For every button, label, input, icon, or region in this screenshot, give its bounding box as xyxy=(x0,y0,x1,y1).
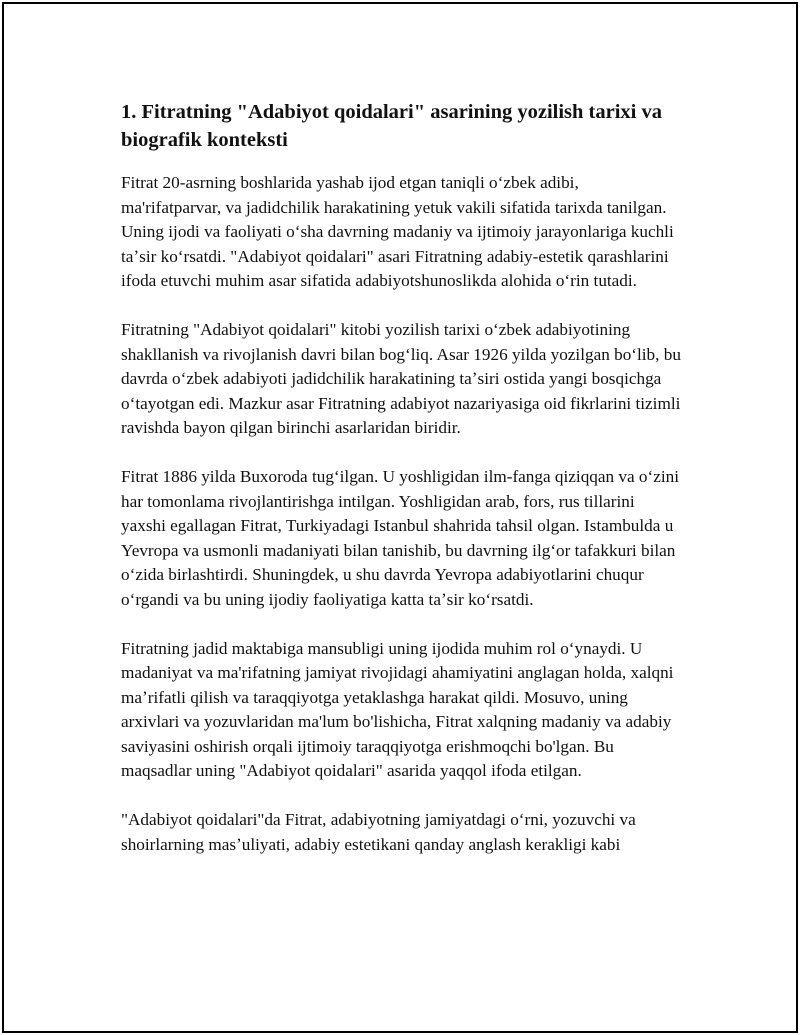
paragraph-biography: Fitrat 1886 yilda Buxoroda tugʻilgan. U yoshligidan ilm-fanga qiziqqan va oʻzini har tomonlama rivojlantirishga intilgan. Yoshligidan arab, fors, rus tillarini yaxshi egallagan Fitrat, Turkiyadagi Istanbul shahrida tahsil olgan. Istambulda u Yevropa va usmonli madaniyati bilan tanishib, bu davrning ilgʻor tafakkuri bilan oʻzida birlashtirdi. Shuningdek, u shu davrda Yevropa adabiyotlarini chuqur oʻrgandi va bu uning ijodiy faoliyatiga katta taʼsir koʻrsatdi. xyxy=(121,467,680,609)
paragraph-writing-history: Fitratning "Adabiyot qoidalari" kitobi yozilish tarixi oʻzbek adabiyotining shakllanish va rivojlanish davri bilan bogʻliq. Asar 1926 yilda yozilgan boʻlib, bu davrda oʻzbek adabiyoti jadidchilik harakatining taʼsiri ostida yangi bosqichga oʻtayotgan edi. Mazkur asar Fitratning adabiyot nazariyasiga oid fikrlarini tizimli ravishda bayon qilgan birinchi asarlaridan biridir. xyxy=(121,320,681,437)
paragraph-jadid-school: Fitratning jadid maktabiga mansubligi uning ijodida muhim rol oʻynaydi. U madaniyat va ma'rifatning jamiyat rivojidagi ahamiyatini anglagan holda, xalqni maʼrifatli qilish va taraqqiyotga yetaklashga harakat qildi. Mosuvo, uning arxivlari va yozuvlaridan ma'lum bo'lishicha, Fitrat xalqning madaniy va adabiy saviyasini oshirish orqali ijtimoiy taraqqiyotga erishmoqchi bo'lgan. Bu maqsadlar uning "Adabiyot qoidalari" asarida yaqqol ifoda etilgan. xyxy=(121,638,674,780)
document-content xyxy=(121,98,683,882)
paragraph-intro: Fitrat 20-asrning boshlarida yashab ijod etgan taniqli oʻzbek adibi, ma'rifatparvar, va jadidchilik harakatining yetuk vakili sifatida tarixda tanilgan. Uning ijodi va faoliyati oʻsha davrning madaniy va ijtimoiy jarayonlariga kuchli taʼsir koʻrsatdi. "Adabiyot qoidalari" asari Fitratning adabiy-estetik qarashlarini ifoda etuvchi muhim asar sifatida adabiyotshunoslikda alohida oʻrin tutadi. xyxy=(121,173,674,290)
page-frame xyxy=(2,2,798,1033)
section-heading: 1. Fitratning "Adabiyot qoidalari" asarining yozilish tarixi va biografik konteksti xyxy=(121,101,662,151)
paragraph-continuation: "Adabiyot qoidalari"da Fitrat, adabiyotning jamiyatdagi oʻrni, yozuvchi va shoirlarning masʼuliyati, adabiy estetikani qanday anglash kerakligi kabi xyxy=(121,810,636,854)
